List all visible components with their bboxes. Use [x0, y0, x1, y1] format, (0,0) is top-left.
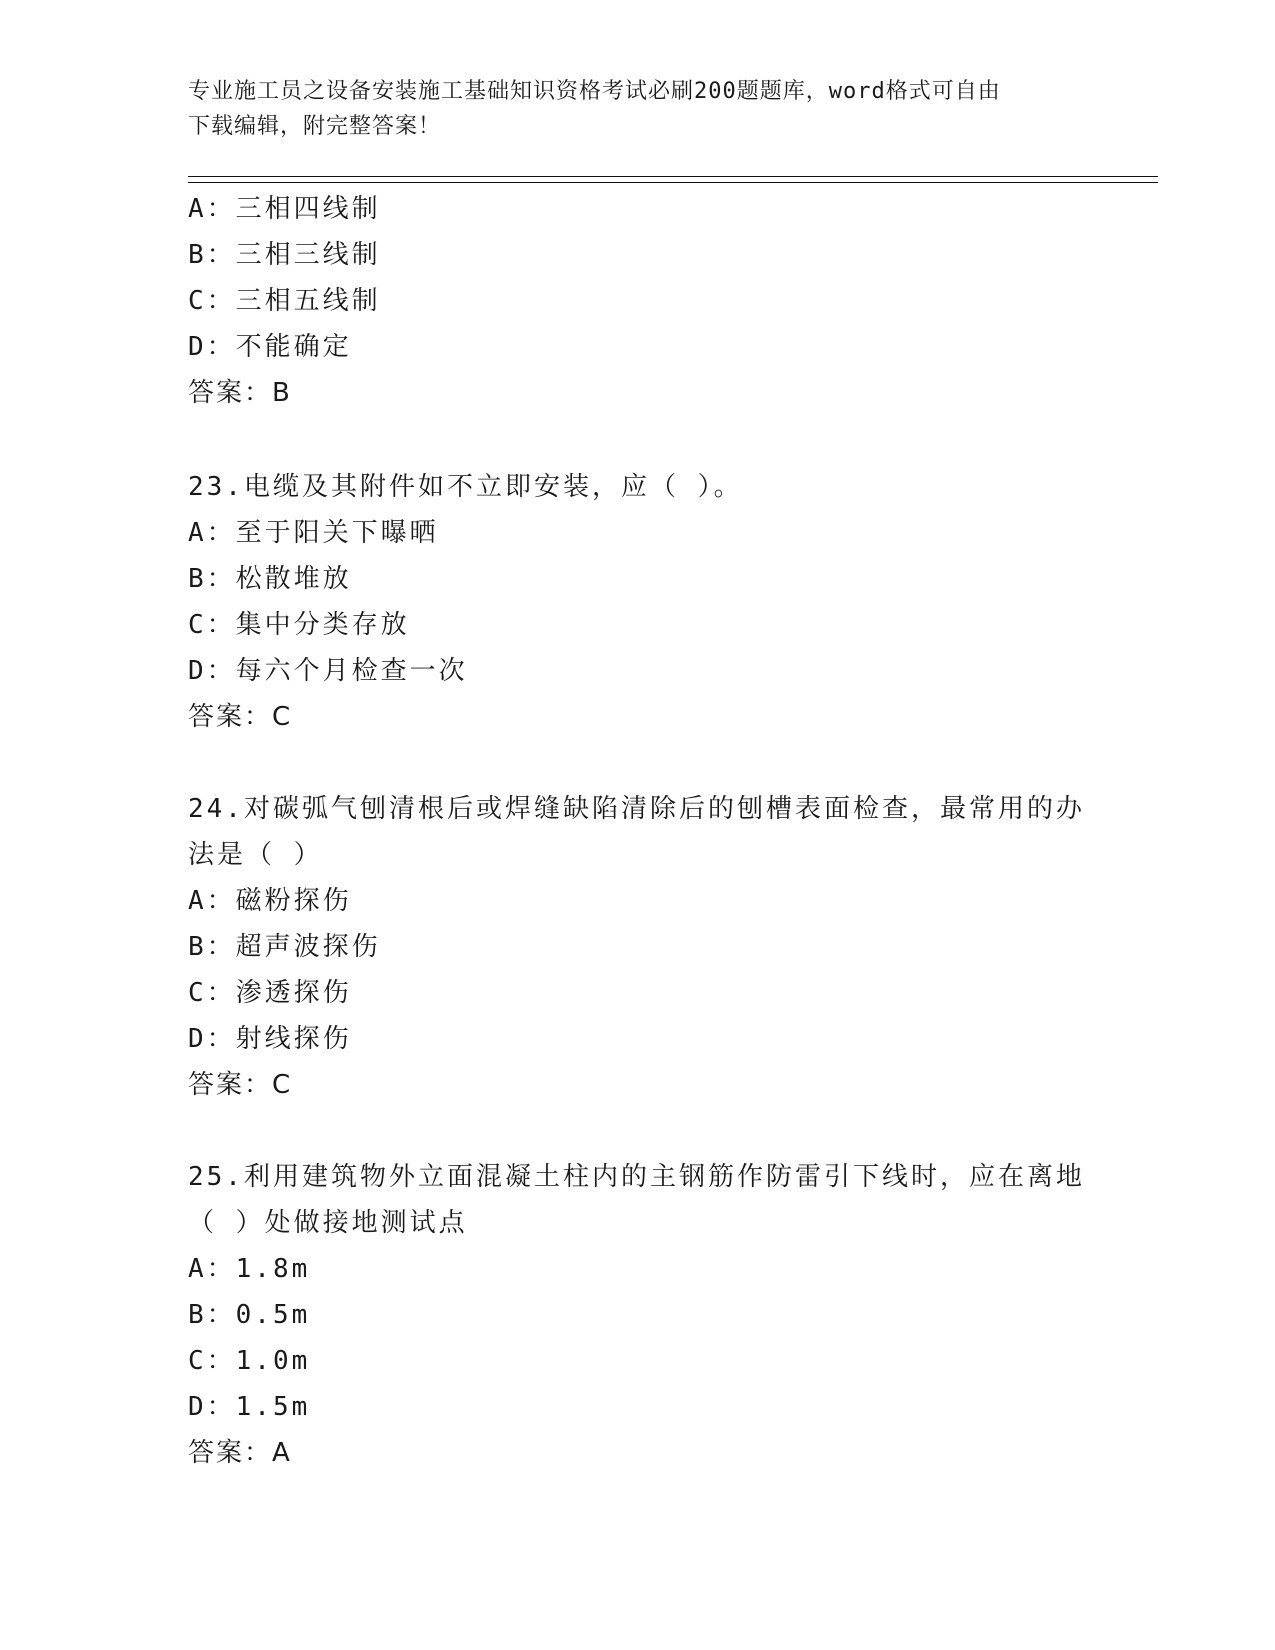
- option-a: A：至于阳关下曝晒: [188, 518, 439, 548]
- answer-line: 答案：C: [188, 1070, 293, 1100]
- question-24: [188, 786, 1088, 1108]
- option-b: B：三相三线制: [188, 240, 381, 270]
- option-c: C：集中分类存放: [188, 610, 410, 640]
- header-line-1: 专业施工员之设备安装施工基础知识资格考试必刷200题题库，word格式可自由: [188, 79, 1001, 104]
- answer-line: 答案：B: [188, 378, 292, 408]
- option-d: D：1.5m: [188, 1392, 311, 1422]
- document-header: [188, 74, 1088, 144]
- question-stem: 25.利用建筑物外立面混凝土柱内的主钢筋作防雷引下线时，应在离地: [188, 1162, 1085, 1192]
- option-b: B：超声波探伤: [188, 932, 381, 962]
- option-c: C：渗透探伤: [188, 978, 352, 1008]
- option-a: A：1.8m: [188, 1254, 311, 1284]
- option-c: C：三相五线制: [188, 286, 381, 316]
- question-25: [188, 1154, 1088, 1476]
- question-stem: 23.电缆及其附件如不立即安装，应（ ）。: [188, 472, 743, 502]
- header-line-2: 下载编辑，附完整答案！: [188, 114, 442, 139]
- option-d: D：射线探伤: [188, 1024, 352, 1054]
- question-stem-continued: 法是（ ）: [188, 840, 323, 870]
- option-a: A：三相四线制: [188, 194, 381, 224]
- option-d: D：不能确定: [188, 332, 352, 362]
- answer-line: 答案：C: [188, 702, 293, 732]
- header-divider-bottom: [188, 182, 1158, 183]
- option-b: B：0.5m: [188, 1300, 311, 1330]
- option-a: A：磁粉探伤: [188, 886, 352, 916]
- question-stem-continued: （ ）处做接地测试点: [188, 1208, 468, 1238]
- question-22-continuation: [188, 186, 1088, 416]
- option-c: C：1.0m: [188, 1346, 311, 1376]
- question-23: [188, 464, 1088, 740]
- header-divider-top: [188, 176, 1158, 177]
- option-b: B：松散堆放: [188, 564, 352, 594]
- option-d: D：每六个月检查一次: [188, 656, 468, 686]
- question-stem: 24.对碳弧气刨清根后或焊缝缺陷清除后的刨槽表面检查，最常用的办: [188, 794, 1085, 824]
- answer-line: 答案：A: [188, 1438, 292, 1468]
